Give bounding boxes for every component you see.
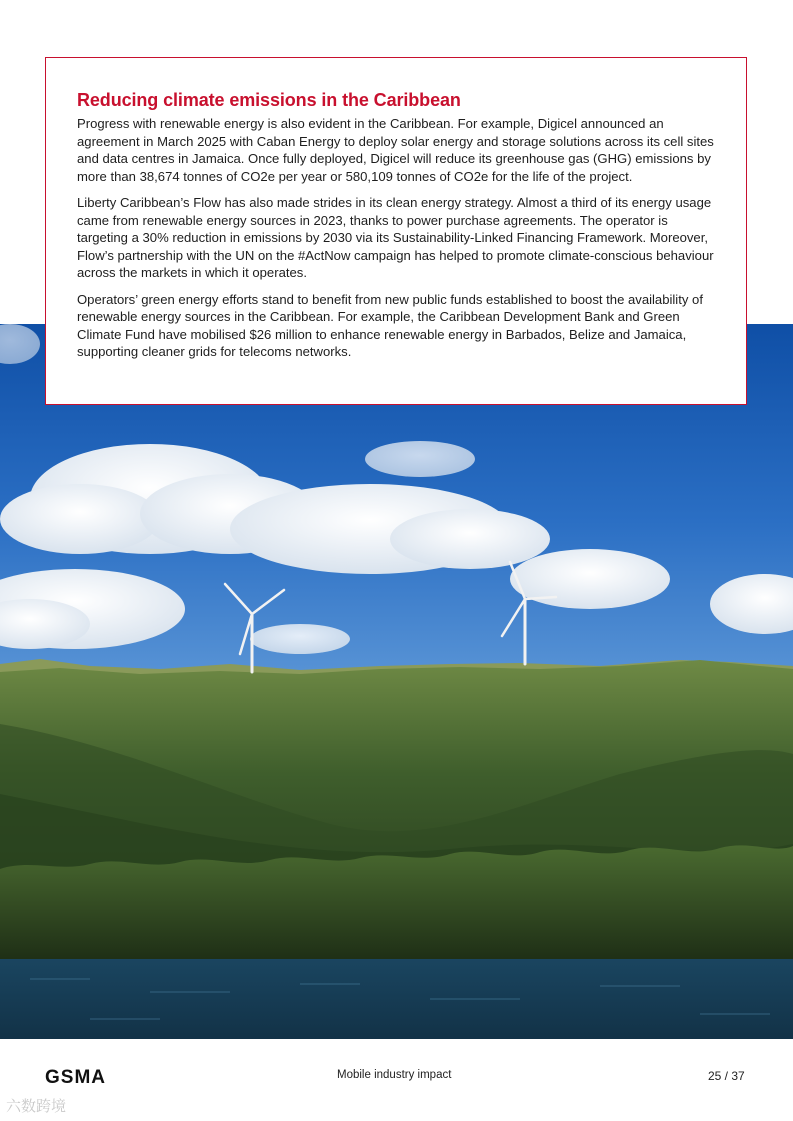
callout-box: [45, 57, 747, 405]
callout-paragraph-1: Progress with renewable energy is also evident in the Caribbean. For example, Digicel announced an agreement in March 2025 with Caban Energy to deploy solar energy and storage solutions across its cell sites and data centres in Jamaica. Once fully deployed, Digicel will reduce its greenhouse gas (GHG) emissions by more than 38,674 tonnes of CO2e per year or 580,109 tonnes of CO2e for the life of the project.: [77, 116, 714, 184]
footer-section-title: Mobile industry impact: [337, 1069, 452, 1081]
page-number: 25 / 37: [708, 1069, 745, 1083]
callout-paragraph-3: Operators’ green energy efforts stand to benefit from new public funds established to boost the availability of renewable energy sources in the Caribbean. For example, the Caribbean Development Bank and Green Climate Fund have mobilised $26 million to enhance renewable energy in Barbados, Belize and Jamaica, supporting cleaner grids for telecoms networks.: [77, 291, 703, 359]
hero-photo-wind-turbines: [0, 324, 793, 1039]
sea: [0, 959, 793, 1039]
watermark: 六数跨境: [6, 1097, 67, 1115]
gsma-logo: GSMA: [45, 1067, 106, 1088]
mangrove-trees: [0, 845, 793, 964]
callout-paragraph-2: Liberty Caribbean’s Flow has also made strides in its clean energy strategy. Almost a third of its energy usage came from renewable energy sources in 2023, thanks to power purchase agreements. The operator is targeting a 30% reduction in emissions by 2030 via its Sustainability-Linked Financing Framework. Moreover, Flow’s partnership with the UN on the #ActNow campaign has helped to promote climate-conscious behaviour across the markets in which it operates.: [77, 195, 714, 280]
callout-heading: Reducing climate emissions in the Caribbean: [77, 90, 461, 110]
